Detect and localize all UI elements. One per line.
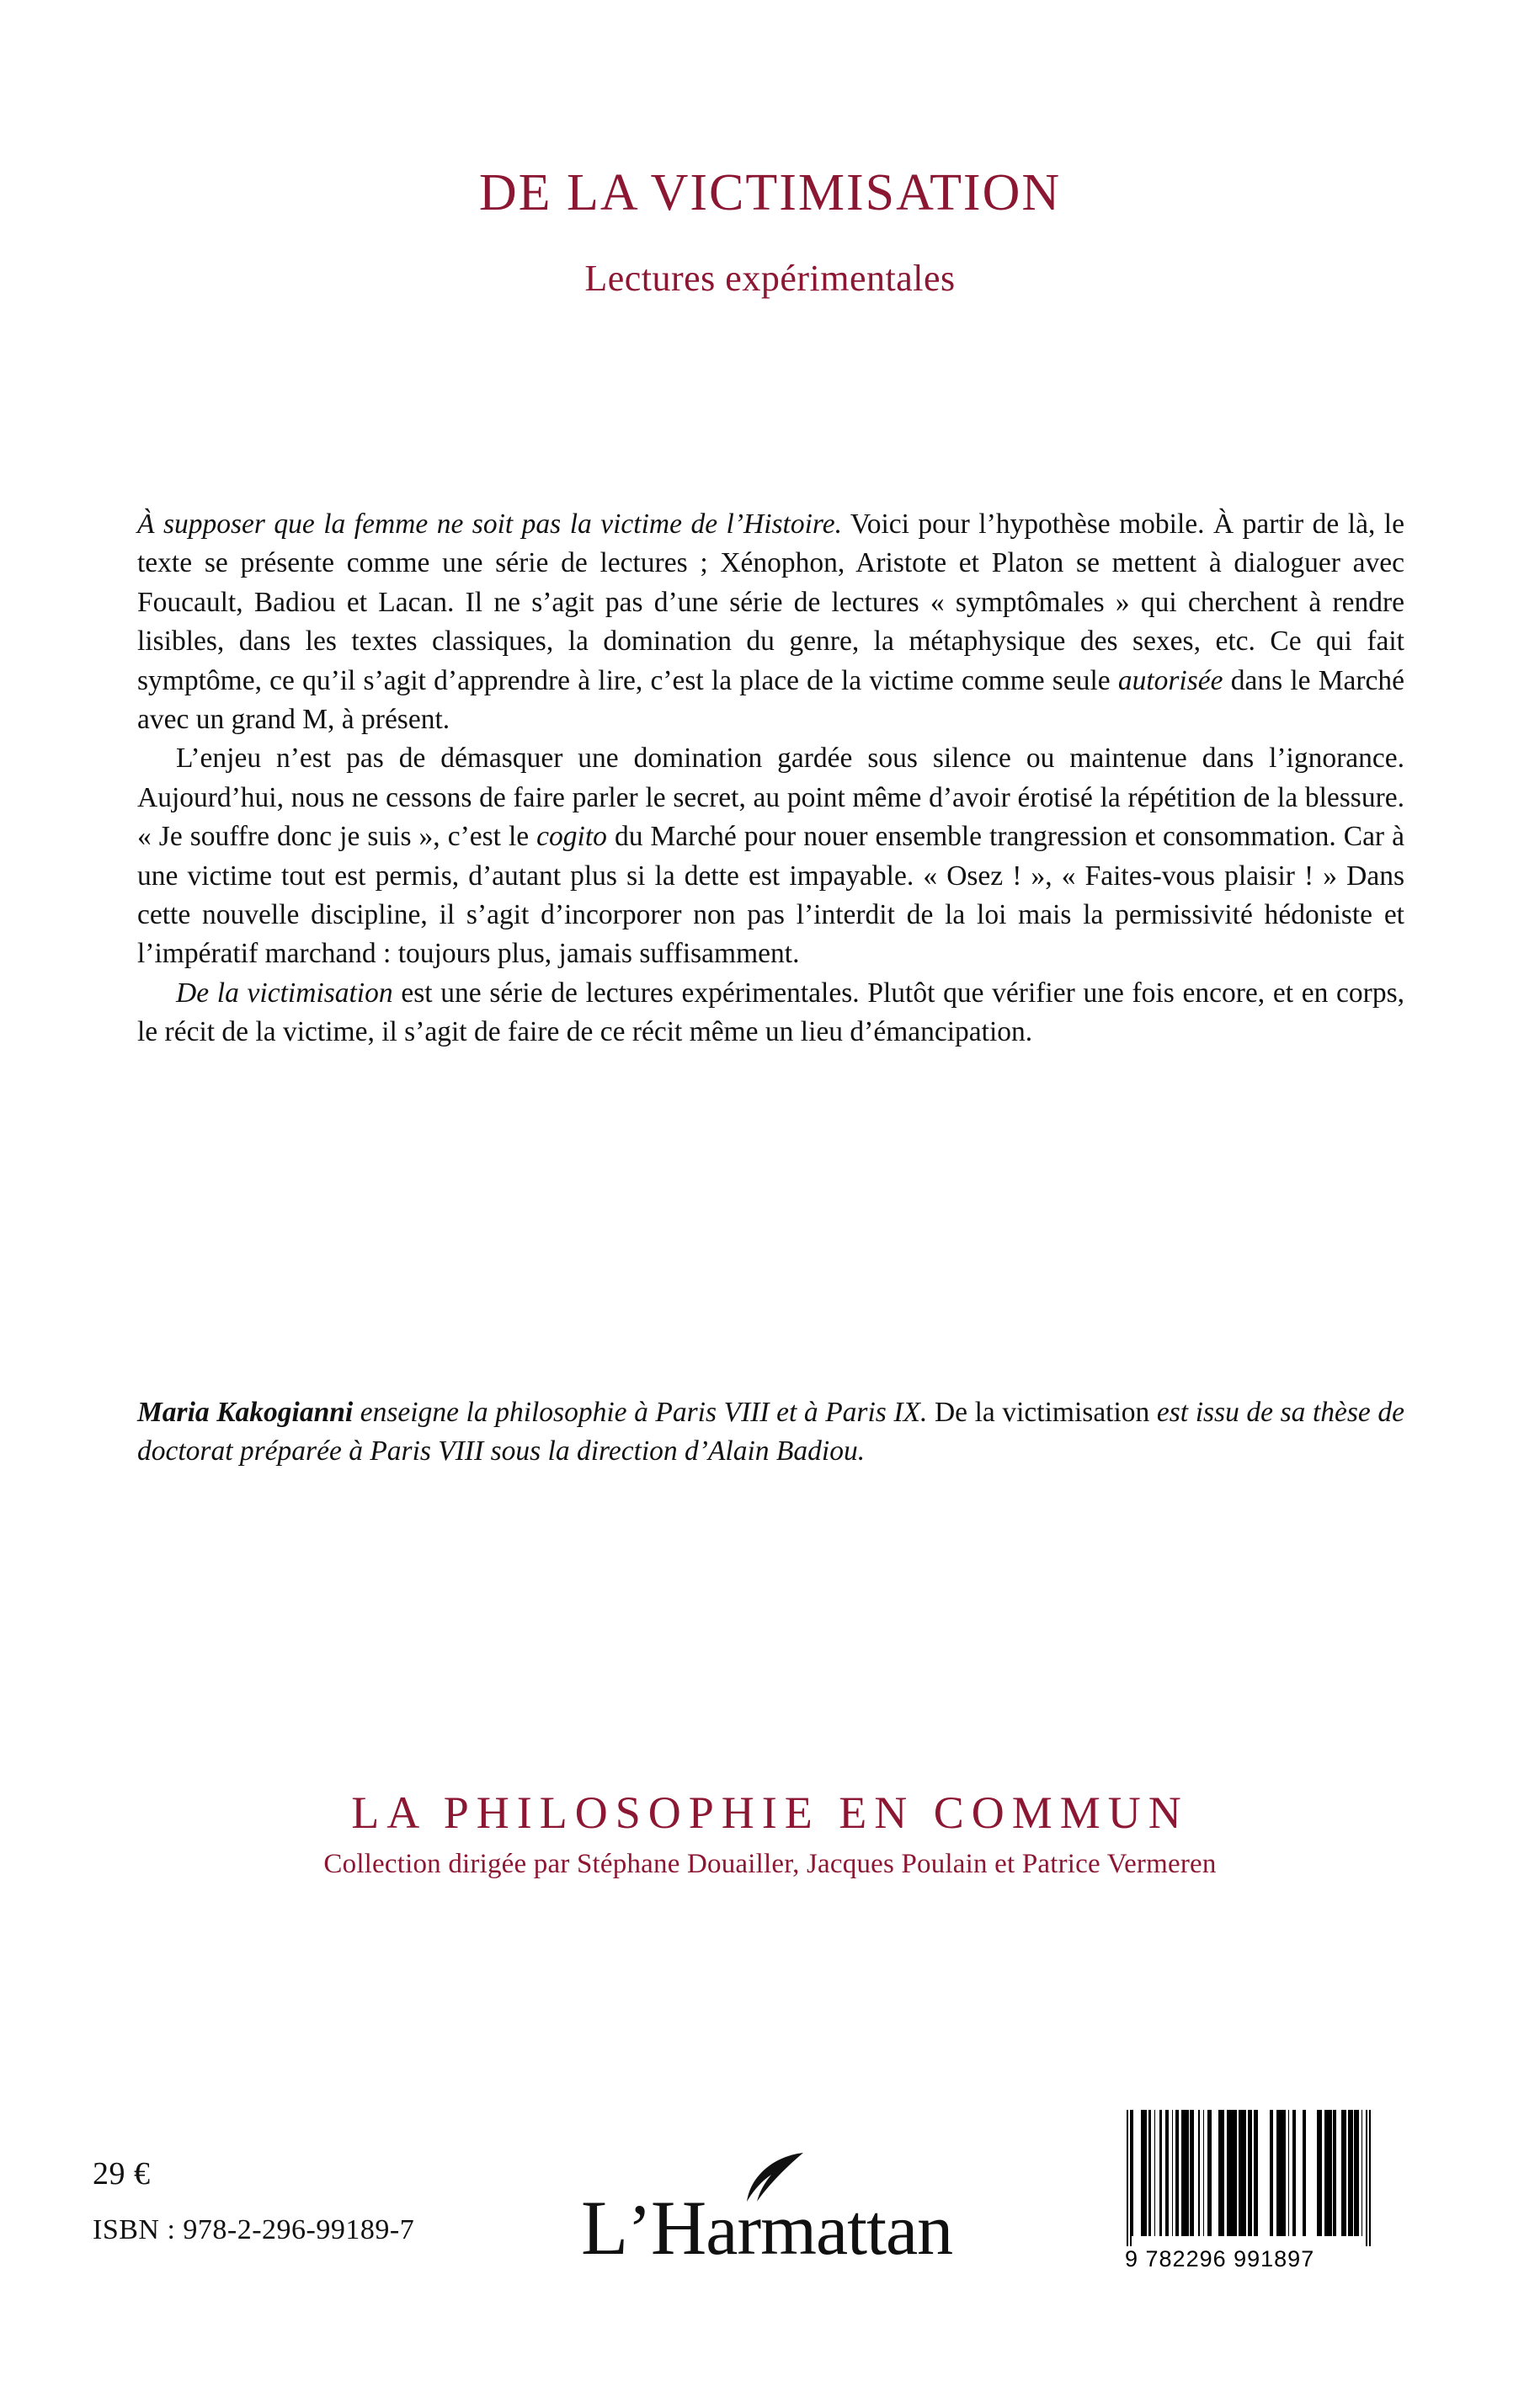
blurb-paragraph-3 [137,974,1404,1052]
barcode-bar [1203,2110,1204,2236]
barcode-bar [1245,2110,1246,2236]
barcode-bar [1236,2110,1237,2236]
publisher-logo [581,2151,994,2311]
publisher-name [581,2183,952,2272]
blurb-p2-italic: cogito [536,821,607,853]
barcode-bar [1288,2110,1289,2236]
author-note-text-1: enseigne la philosophie à Paris VIII et à Paris IX. [353,1397,928,1428]
blurb-text [137,505,1404,1052]
barcode-bar [1295,2110,1296,2236]
blurb-p1-italic-2: autorisée [1117,664,1223,696]
barcode-bar [1188,2110,1189,2236]
page-title: DE LA VICTIMISATION [478,164,1062,221]
barcode-bar [1175,2110,1179,2236]
barcode-bar [1172,2110,1173,2236]
blurb-p2-b: du Marché pour nouer ensemble trangression et consommation. Car à une victime tout est permis, d’autant plus si la dette est impayable. « Osez ! », « Faites-vous plaisir ! » Dans cette nouvelle discipline, il s’agit d’incorporer non pas l’interdit de la loi mais la permissivité hédoniste et l’impératif marchand : toujours plus, jamais suffisamment. [137,821,1404,970]
barcode [1120,2105,1381,2286]
blurb-p2-a: L’enjeu n’est pas de démasquer une domination gardée sous silence ou maintenue dans l’ignorance. Aujourd’hui, nous ne cessons de faire parler le secret, au point même d’avoir érotisé la répétition de la blessure. « Je souffre donc je suis », c’est le [137,743,1404,853]
publisher-apostrophe: ’ [627,2189,651,2270]
collection-title: LA PHILOSOPHIE EN COMMUN [351,1787,1189,1838]
barcode-bar [1250,2110,1252,2236]
blurb-p1-lead: À supposer que la femme ne soit pas la victime de l’Histoire. [137,509,842,540]
barcode-bar [1361,2110,1362,2236]
barcode-bar [1127,2110,1128,2246]
barcode-bar [1132,2110,1133,2236]
blurb-p3-italic: De la victimisation [176,977,393,1009]
barcode-bar [1159,2110,1162,2236]
author-note-text-2: est issu de sa thèse de doctorat préparée à Paris VIII sous la direction d’Alain Badiou. [137,1397,1405,1467]
barcode-bars [1127,2110,1374,2246]
barcode-bar [1144,2110,1147,2236]
barcode-digits: 9 782296 991897 [1125,2246,1315,2271]
barcode-bar [1148,2110,1151,2236]
collection-directors: Collection dirigée par Stéphane Douailler, Jacques Poulain et Patrice Vermeren [323,1848,1217,1879]
barcode-bar [1330,2110,1332,2236]
barcode-bar [1210,2110,1212,2236]
barcode-bar [1333,2110,1336,2236]
barcode-bar [1154,2110,1155,2236]
barcode-bar [1345,2110,1346,2236]
barcode-bar [1351,2110,1353,2236]
blurb-p1-rest: Voici pour l’hypothèse mobile. À partir de là, le texte se présente comme une série de lectures ; Xénophon, Aristote et Platon se mettent à dialoguer avec Foucault, Badiou et Lacan. Il ne s’agit pas d’une série de lectures « symptômales » qui cherchent à rendre lisibles, dans les textes classiques, la domination du genre, la métaphysique des sexes, etc. Ce qui fait symptôme, ce qu’il s’agit d’apprendre à lire, c’est la place de la victime comme seule [137,509,1404,696]
barcode-bar [1271,2110,1273,2236]
barcode-bar [1198,2110,1200,2236]
barcode-bar [1285,2110,1286,2236]
blurb-paragraph-1 [137,505,1404,739]
isbn-label: ISBN : 978-2-296-99189-7 [93,2214,415,2245]
author-name: Maria Kakogianni [137,1397,354,1428]
blurb-p1-tail: dans le Marché avec un grand M, à présent. [137,664,1404,735]
price-label: 29 € [93,2156,151,2192]
barcode-bar [1369,2110,1371,2246]
barcode-bar [1357,2110,1359,2236]
blurb-p3-rest: est une série de lectures expérimentales. Plutôt que vérifier une fois encore, et en corps, le récit de la victime, il s’agit de faire de ce récit même un lieu d’émancipation. [137,977,1404,1048]
barcode-bar [1319,2110,1322,2236]
publisher-rest: armattan [706,2189,953,2270]
barcode-bar [1303,2110,1306,2236]
barcode-bar [1222,2110,1224,2236]
author-note-work-title: De la victimisation [927,1397,1150,1428]
barcode-bar [1165,2110,1169,2236]
collection-block [0,1789,1540,1880]
blurb-paragraph-2 [137,739,1404,973]
barcode-bar [1257,2110,1258,2236]
author-note [137,1393,1404,1472]
barcode-bar [1193,2110,1194,2236]
page-subtitle: Lectures expérimentales [584,258,956,300]
publisher-h: H [650,2185,706,2271]
title-block [0,164,1540,300]
publisher-prefix: L [581,2185,628,2271]
barcode-bar [1366,2110,1367,2246]
